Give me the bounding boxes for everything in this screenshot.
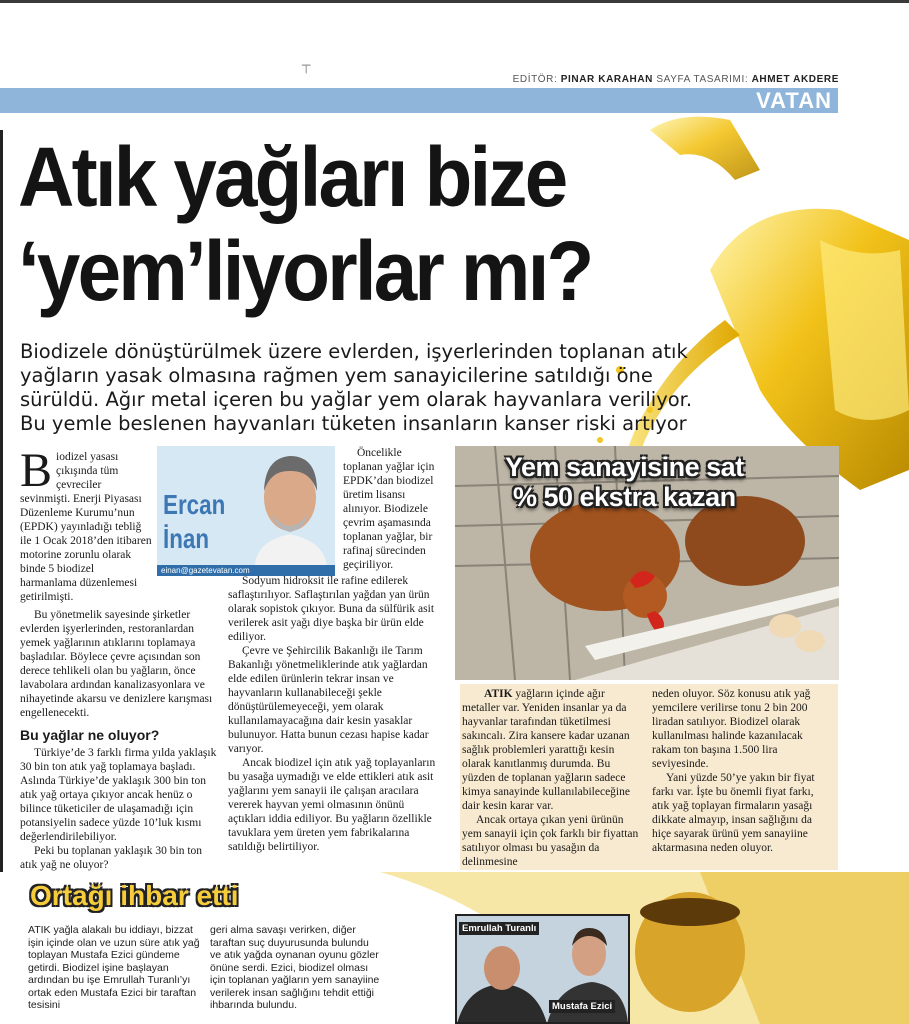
chicken-photo <box>455 446 839 680</box>
subheading: Bu yağlar ne oluyor? <box>20 727 160 743</box>
deck-summary: Biodizele dönüştürülmek üzere evlerden, işyerlerinden toplanan atık yağların yasak olmasına rağmen yem sanayicilerine satıldığı öne sürüldü. Ağır metal içeren bu yağlar yem olarak hayvanlara veriliyor. Bu yemle beslenen hayvanları tüketen insanların kanser riski artıyor <box>20 340 693 435</box>
people-photo <box>455 914 630 1024</box>
paragraph: Çevre ve Şehircilik Bakanlığı ile Tarım Bakanlığı yönetmeliklerinde atık yağlardan elde edilen ürünlerin tekrar insan ve hayvanların kullanabileceği şekle dönüştürülemeyeceği, yem olarak kullanılamayacağına dair kesin yasaklar bulunuyor. Hatta bunun cezası hapise kadar varıyor. <box>228 645 429 755</box>
author-photo <box>245 446 335 565</box>
headline <box>18 130 669 318</box>
paragraph: Sodyum hidroksit ile rafine edilerek saflaştırılıyor. Saflaştırılan yağdan yan ürün olarak sopistok çıkıyor. Buna da sülfürik asit verilerek asit yağı diye başka bir ürün elde ediliyor. <box>228 575 435 643</box>
author-last-name: İnan <box>163 523 210 554</box>
person-label-mustafa: Mustafa Ezici <box>549 1000 615 1013</box>
lead-word: ATIK <box>484 688 513 700</box>
paragraph: Bu yönetmelik sayesinde şirketler evlerden işyerlerinden, restoranlardan yemek yağlarının atıklarını toplamaya başladılar. Böylece çevre açısından son derece tehlikeli olan bu yağların, önce lavabolara ardından kanalizasyonlara ve nihayetinde akarsu ve denizlere karışması engellenecekti. <box>20 609 213 719</box>
crop-mark: ┬ <box>302 58 311 74</box>
person-label-emrullah: Emrullah Turanlı <box>459 922 539 935</box>
designer-name: AHMET AKDERE <box>751 74 839 85</box>
headline-line1: Atık yağları bize <box>18 130 566 224</box>
bottom-column-2: geri alma savaşı verirken, diğer taraftan suç duyurusunda bulundu ve atık yağda oynanan oyunu gözler önüne serdi. Ezici, biodizel olması için toplanan yağların yem sanayiine verilerek insan sağlığını tehdit ettiği ihbarında bulundu. <box>210 924 380 1011</box>
paragraph-text: iodizel yasası çıkışında tüm çevreciler sevinmişti. Enerji Piyasası Düzenleme Kurumu’nun (EPDK) yayınladığı tebliğ ile 1 Ocak 2018’den itibaren motorine zorunlu olarak binde 5 biodizel harmanlama düzenlemesi getirilmişti. <box>20 451 152 603</box>
bottom-section <box>0 872 909 1024</box>
paragraph: Öncelikle toplanan yağlar için EPDK’dan biodizel üretim lisansı alınıyor. Biodizele çevrim aşamasında toplanan yağlar, bir rafinaj sürecinden geçiriliyor. <box>343 447 435 571</box>
paragraph <box>462 687 642 813</box>
bottom-column-1: ATIK yağla alakalı bu iddiayı, bizzat işin içinde olan ve uzun süre atık yağ toplayan Mustafa Ezici gündeme getirdi. Biodizel işine başlayan ardından bu işe Emrullah Turanlı’yı ortak eden Mustafa Ezici bir taraftan tesisini <box>28 924 200 1011</box>
dropcap: B <box>20 444 53 497</box>
paragraph: Türkiye’de 3 farklı firma yılda yaklaşık 30 bin ton atık yağ toplamaya başladı. Aslında Türkiye’de yaklaşık 300 bin ton atık yağ ortaya çıkıyor ancak henüz o bilince tüketiciler de ulaşamadığı için potansiyelin sadece yüzde 10’luk kısmı değerlendirilebiliyor. <box>20 747 217 843</box>
editor-label: EDİTÖR: <box>512 74 558 85</box>
paragraph-text: yağların içinde ağır metaller var. Yeniden insanlar ya da hayvanlar tarafından tüketilmesi sakıncalı. Zira kansere kadar uzanan sağlık problemleri yarattığı kesin olarak kanıtlanmış durumda. Bu yüzden de toplanan yağların sadece kimya sanayinde kullanılabileceğine dair kesin karar var. <box>462 688 630 812</box>
editor-credit <box>513 74 839 85</box>
info-box-column-2 <box>652 687 832 855</box>
article-column-2 <box>228 574 443 854</box>
bottom-title: Ortağı ihbar etti <box>30 880 239 911</box>
photo-box-title-line2: % 50 ekstra kazan <box>513 482 736 512</box>
editor-name: PINAR KARAHAN <box>560 74 654 85</box>
paragraph: Yani yüzde 50’ye yakın bir fiyat farkı var. İşte bu önemli fiyat farkı, atık yağ toplayan firmaların yasağı dikkate almayıp, insan sağlığını da hiçe sayarak ürünü yem sanayiine aktarmasına neden oluyor. <box>652 772 815 854</box>
photo-box-title <box>505 452 744 512</box>
paragraph: Ancak ortaya çıkan yeni ürünün yem sanayii için çok farklı bir fiyattan satılıyor olması bu yasağın da delinmesine <box>462 814 639 868</box>
paragraph: Peki bu toplanan yaklaşık 30 bin ton atık yağ ne oluyor? <box>20 845 203 871</box>
paragraph: neden oluyor. Söz konusu atık yağ yemcilere verilirse tonu 2 bin 200 liradan satılıyor. Biodizel olarak kullanılması halinde kazanılacak rakam ton başına 1.500 lira seviyesinde. <box>652 688 811 770</box>
photo-box-title-line1: Yem sanayisine sat <box>505 452 744 482</box>
top-rule <box>0 0 909 3</box>
paragraph: Ancak biodizel için atık yağ toplayanların bu yasağa uymadığı ve elde ettikleri atık asit yağlarını yem sanayii ile çalışan aracılara vererek hayvan yemi olmasının önünü açtıkları iddia ediliyor. Bu yağların özellikle tavuklara yem üreten yem fabrikalarına satıldığı belirtiliyor. <box>228 757 436 853</box>
author-first-name: Ercan <box>163 489 226 520</box>
author-portrait <box>157 446 335 576</box>
section-name: VATAN <box>756 88 832 113</box>
paragraph <box>20 444 152 604</box>
article-column-2-top <box>343 446 443 572</box>
author-email: einan@gazetevatan.com <box>157 565 335 576</box>
headline-line2: ‘yem’liyorlar mı? <box>18 224 592 318</box>
info-box-column-1 <box>462 687 642 869</box>
author-name <box>163 488 225 556</box>
designer-label: SAYFA TASARIMI: <box>656 74 749 85</box>
